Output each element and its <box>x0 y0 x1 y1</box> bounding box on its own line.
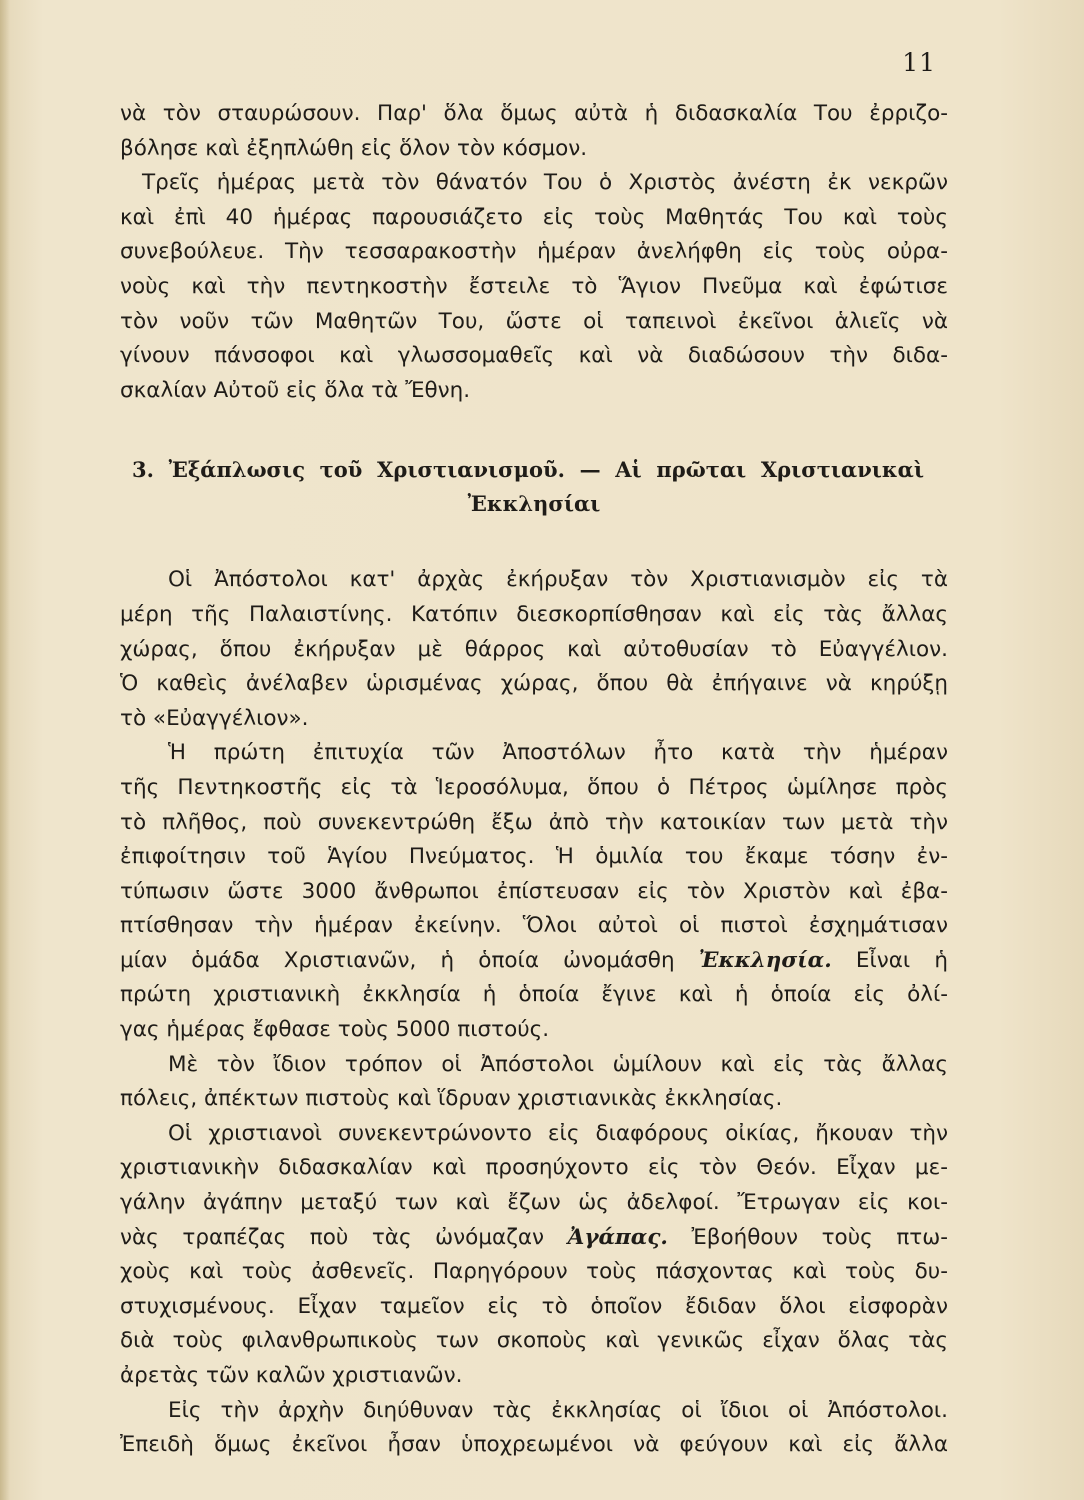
text-line: νὰ τὸν σταυρώσουν. Παρ' ὅλα ὅμως αὐτὰ ἡ διδασκαλία Του ἐρριζο- <box>120 101 948 126</box>
text-line: Οἱ Ἀπόστολοι κατ' ἀρχὰς ἐκήρυξαν τὸν Χριστιανισμὸν εἰς τὰ <box>168 567 948 593</box>
text-line: Τρεῖς ἡμέρας μετὰ τὸν θάνατόν Του ὁ Χριστὸς ἀνέστη ἐκ νεκρῶν <box>142 170 948 196</box>
text-line: ἀρετὰς τῶν καλῶν χριστιανῶν. <box>120 1363 463 1388</box>
text-line: πόλεις, ἀπέκτων πιστοὺς καὶ ἵδρυαν χριστιανικὰς ἐκκλησίας. <box>120 1086 783 1112</box>
text-line: Εἰς τὴν ἀρχὴν διηύθυναν τὰς ἐκκλησίας οἱ ἴδιοι οἱ Ἀπόστολοι. <box>168 1397 948 1423</box>
text-line: χριστιανικὴν διδασκαλίαν καὶ προσηύχοντο εἰς τὸν Θεόν. Εἶχαν με- <box>120 1155 948 1181</box>
page-edge-shadow <box>0 0 10 1500</box>
text-line: τύπωσιν ὥστε 3000 ἄνθρωποι ἐπίστευσαν εἰς τὸν Χριστὸν καὶ ἐβα- <box>120 878 948 904</box>
text-line: διὰ τοὺς φιλανθρωπικοὺς των σκοποὺς καὶ γενικῶς εἶχαν ὅλας τὰς <box>120 1328 948 1354</box>
text-line: μέρη τῆς Παλαιστίνης. Κατόπιν διεσκορπίσθησαν καὶ εἰς τὰς ἄλλας <box>120 601 948 627</box>
text-segment: νὰς τραπέζας ποὺ τὰς ὠνόμαζαν <box>120 1224 568 1250</box>
text-line: νοὺς καὶ τὴν πεντηκοστὴν ἔστειλε τὸ Ἅγιον Πνεῦμα καὶ ἐφώτισε <box>120 273 948 299</box>
text-line: συνεβούλευε. Τὴν τεσσαρακοστὴν ἡμέραν ἀνελήφθη εἰς τοὺς οὐρα- <box>120 239 948 265</box>
text-line: Ὁ καθεὶς ἀνέλαβεν ὡρισμένας χώρας, ὅπου θὰ ἐπήγαινε νὰ κηρύξῃ <box>120 671 948 697</box>
page-number: 11 <box>902 48 936 77</box>
text-line: Ἐπειδὴ ὅμως ἐκεῖνοι ἦσαν ὑποχρεωμένοι νὰ φεύγουν καὶ εἰς ἄλλα <box>120 1432 948 1458</box>
text-line: γας ἡμέρας ἔφθασε τοὺς 5000 πιστούς. <box>120 1017 550 1043</box>
text-line: τὸ «Εὐαγγέλιον». <box>120 705 309 731</box>
emphasized-term: Ἀγάπας. <box>567 1224 668 1250</box>
text-segment: μίαν ὁμάδα Χριστιανῶν, ἡ ὁποία ὠνομάσθη <box>120 947 699 973</box>
text-line: γάλην ἀγάπην μεταξύ των καὶ ἔζων ὡς ἀδελφοί. Ἔτρωγαν εἰς κοι- <box>120 1190 948 1216</box>
text-line: χοὺς καὶ τοὺς ἀσθενεῖς. Παρηγόρουν τοὺς πάσχοντας καὶ τοὺς δυ- <box>120 1259 948 1285</box>
text-line: τῆς Πεντηκοστῆς εἰς τὰ Ἱεροσόλυμα, ὅπου ὁ Πέτρος ὡμίλησε πρὸς <box>120 774 948 800</box>
text-line: βόλησε καὶ ἐξηπλώθη εἰς ὅλον τὸν κόσμον. <box>120 135 588 161</box>
text-line: καὶ ἐπὶ 40 ἡμέρας παρουσιάζετο εἰς τοὺς Μαθητάς Του καὶ τοὺς <box>120 204 948 230</box>
text-line: σκαλίαν Αὐτοῦ εἰς ὅλα τὰ Ἔθνη. <box>120 377 471 403</box>
text-line-with-emphasis <box>120 944 948 979</box>
page-text <box>120 97 948 1463</box>
text-line: πτίσθησαν τὴν ἡμέραν ἐκείνην. Ὅλοι αὐτοὶ οἱ πιστοὶ ἐσχημάτισαν <box>120 913 948 939</box>
text-line: Ἡ πρώτη ἐπιτυχία τῶν Ἀποστόλων ἦτο κατὰ τὴν ἡμέραν <box>168 740 948 766</box>
text-line: Οἱ χριστιανοὶ συνεκεντρώνοντο εἰς διαφόρους οἰκίας, ἤκουαν τὴν <box>168 1120 948 1146</box>
text-line: τὸ πλῆθος, ποὺ συνεκεντρώθη ἔξω ἀπὸ τὴν κατοικίαν των μετὰ τὴν <box>120 809 948 835</box>
text-line: στυχισμένους. Εἶχαν ταμεῖον εἰς τὸ ὁποῖον ἔδιδαν ὅλοι εἰσφορὰν <box>120 1293 948 1319</box>
text-line: Μὲ τὸν ἴδιον τρόπον οἱ Ἀπόστολοι ὡμίλουν καὶ εἰς τὰς ἄλλας <box>168 1051 948 1077</box>
text-segment: Εἶναι ἡ <box>831 947 948 973</box>
section-heading-continued: Ἐκκλησίαι <box>467 491 601 517</box>
text-line: γίνουν πάνσοφοι καὶ γλωσσομαθεῖς καὶ νὰ διαδώσουν τὴν διδα- <box>120 343 948 369</box>
text-line-with-emphasis <box>120 1221 948 1256</box>
text-line: χώρας, ὅπου ἐκήρυξαν μὲ θάρρος καὶ αὐτοθυσίαν τὸ Εὐαγγέλιον. <box>120 636 948 662</box>
section-heading: 3. Ἐξάπλωσις τοῦ Χριστιανισμοῦ. — Αἱ πρῶται Χριστιανικαὶ <box>132 457 924 483</box>
text-line: ἐπιφοίτησιν τοῦ Ἁγίου Πνεύματος. Ἡ ὁμιλία του ἔκαμε τόσην ἐν- <box>120 844 948 870</box>
text-line: πρώτη χριστιανικὴ ἐκκλησία ἡ ὁποία ἔγινε καὶ ἡ ὁποία εἰς ὀλί- <box>120 982 948 1008</box>
emphasized-term: Ἐκκλησία. <box>698 947 832 973</box>
text-line: τὸν νοῦν τῶν Μαθητῶν Του, ὥστε οἱ ταπεινοὶ ἐκεῖνοι ἁλιεῖς νὰ <box>120 308 948 334</box>
text-segment: Ἐβοήθουν τοὺς πτω- <box>667 1224 948 1250</box>
